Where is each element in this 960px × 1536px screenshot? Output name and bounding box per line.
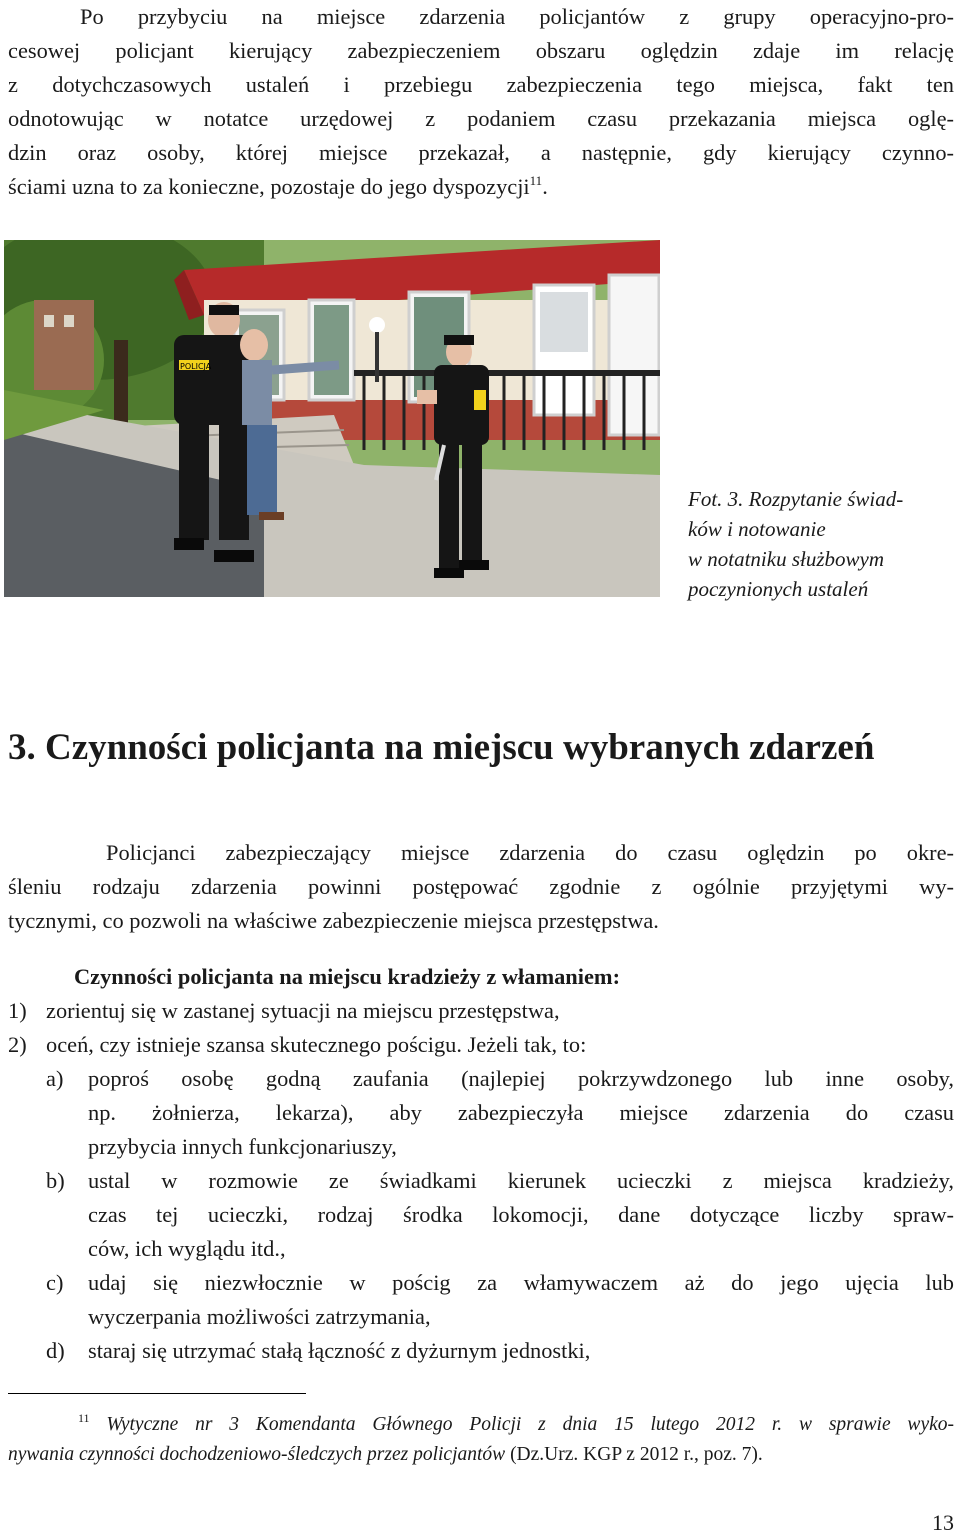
photo-icon — [4, 240, 660, 597]
list-letter: a) — [46, 1066, 64, 1091]
section-heading: 3. Czynności policjanta na miejscu wybranych zdarzeń — [8, 727, 875, 768]
list-text: czas tej ucieczki, rodzaj środka lokomocji, dane dotyczące liczby spraw- — [88, 1202, 954, 1227]
footnote — [8, 1410, 954, 1470]
police-label: POLICJA — [180, 362, 212, 371]
intro-last-line — [8, 170, 954, 204]
list-text: poproś osobę godną zaufania (najlepiej pokrzywdzonego lub inne osoby, — [88, 1066, 954, 1091]
list-text: staraj się utrzymać stałą łączność z dyżurnym jednostki, — [88, 1338, 591, 1363]
list-letter: c) — [46, 1270, 64, 1295]
footnote-source: (Dz.Urz. KGP z 2012 r., poz. 7). — [505, 1444, 763, 1465]
footnote-divider — [8, 1393, 306, 1394]
caption-line: w notatniku służbowym — [688, 547, 885, 571]
list-text: wyczerpania możliwości zatrzymania, — [88, 1304, 431, 1329]
footnote-title-cont: nywania czynności dochodzeniowo-śledczych przez policjantów — [8, 1444, 506, 1465]
list-text: przybycia innych funkcjonariuszy, — [88, 1134, 397, 1159]
section-paragraph — [8, 836, 954, 938]
intro-end: . — [542, 174, 548, 199]
intro-line: cesowej policjant kierujący zabezpieczeniem obszaru oględzin zdaje im relację — [8, 38, 954, 63]
paragraph-line: śleniu rodzaju zdarzenia powinni postępować zgodnie z ogólnie przyjętymi wy- — [8, 874, 954, 899]
caption-line: Fot. 3. Rozpytanie świad- — [688, 487, 904, 511]
list-number: 2) — [8, 1032, 27, 1057]
caption-line: poczynionych ustaleń — [688, 577, 869, 601]
footnote-reference: 11 — [529, 173, 543, 188]
list-number: 1) — [8, 998, 27, 1023]
list-text: np. żołnierza, lekarza), aby zabezpieczyła miejsce zdarzenia do czasu — [88, 1100, 954, 1125]
list-letter: d) — [46, 1338, 65, 1363]
footnote-number: 11 — [78, 1411, 90, 1425]
list-text: oceń, czy istnieje szansa skutecznego pościgu. Jeżeli tak, to: — [46, 1032, 587, 1057]
list-subheading: Czynności policjanta na miejscu kradzieży z włamaniem: — [74, 964, 621, 989]
footnote-title: Wytyczne nr 3 Komendanta Głównego Policji z dnia 15 lutego 2012 r. w sprawie wyko- — [106, 1414, 954, 1435]
intro-line: odnotowując w notatce urzędowej z podaniem czasu przekazania miejsca oglę- — [8, 106, 954, 131]
police-photo — [4, 240, 660, 597]
intro-line: z dotychczasowych ustaleń i przebiegu zabezpieczenia tego miejsca, fakt ten — [8, 72, 954, 97]
photo-caption — [688, 484, 958, 604]
intro-paragraph — [8, 0, 954, 204]
list-text: ców, ich wyglądu itd., — [88, 1236, 286, 1261]
page-number: 13 — [932, 1510, 954, 1535]
caption-line: ków i notowanie — [688, 517, 826, 541]
intro-line: dzin oraz osoby, której miejsce przekazał, a następnie, gdy kierujący czynno- — [8, 140, 954, 165]
list-text: udaj się niezwłocznie w pościg za włamywaczem aż do jego ujęcia lub — [88, 1270, 954, 1295]
list-text: zorientuj się w zastanej sytuacji na miejscu przestępstwa, — [46, 998, 560, 1023]
intro-line: ściami uzna to za konieczne, pozostaje do jego dyspozycji — [8, 174, 530, 199]
list-letter: b) — [46, 1168, 65, 1193]
list-text: ustal w rozmowie ze świadkami kierunek ucieczki z miejsca kradzieży, — [88, 1168, 954, 1193]
paragraph-line: Policjanci zabezpieczający miejsce zdarzenia do czasu oględzin po okre- — [106, 840, 954, 865]
paragraph-line: tycznymi, co pozwoli na właściwe zabezpieczenie miejsca przestępstwa. — [8, 908, 659, 933]
intro-line: Po przybyciu na miejsce zdarzenia policjantów z grupy operacyjno-pro- — [80, 4, 954, 29]
